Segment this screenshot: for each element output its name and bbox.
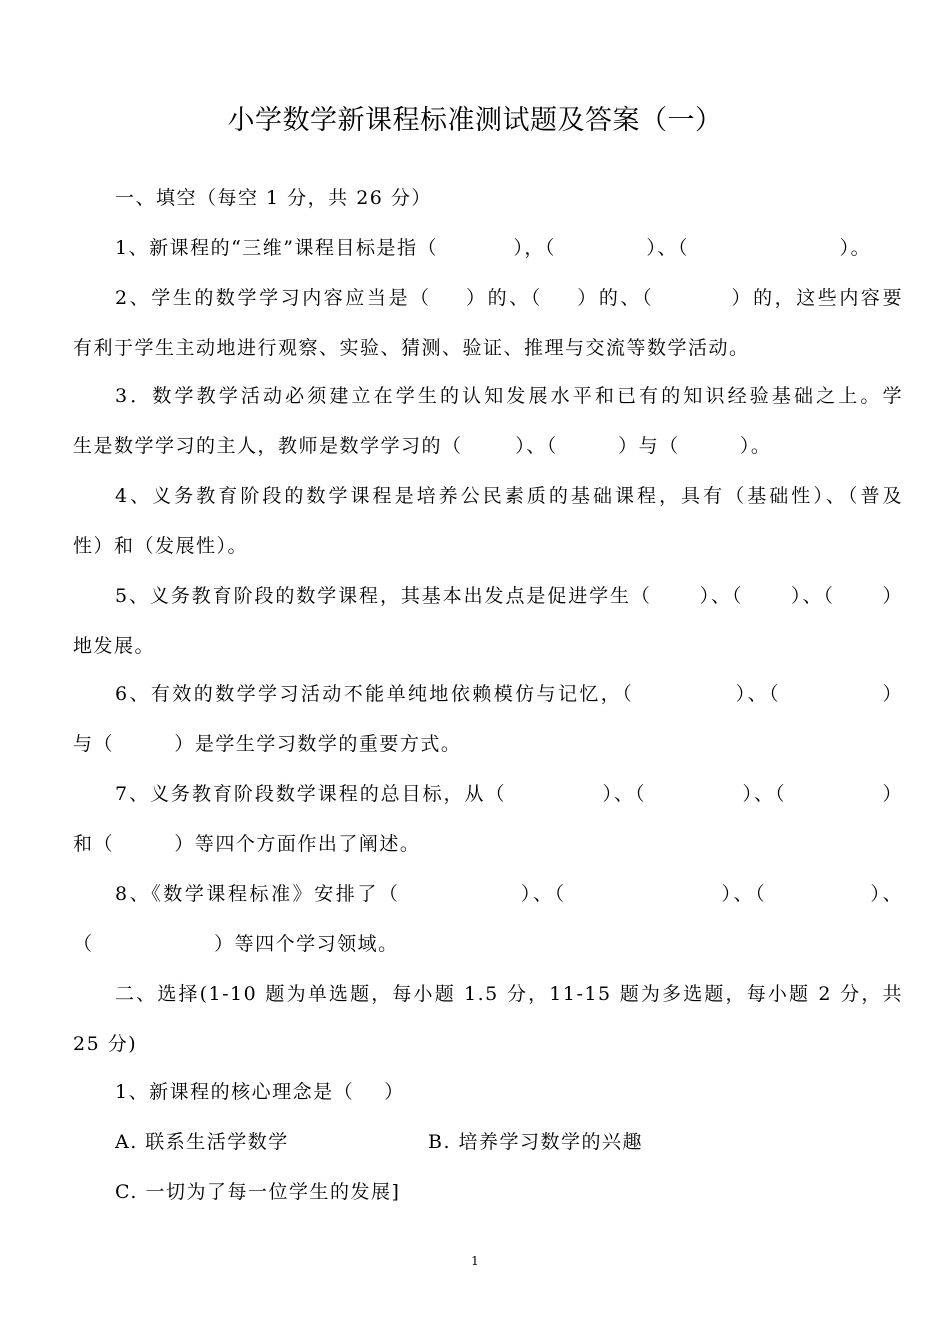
question-8-line1: 8、《数学课程标准》安排了（ ）、（ ）、（ ）、	[115, 883, 903, 905]
question-3-line1: 3．数学教学活动必须建立在学生的认知发展水平和已有的知识经验基础之上。学	[115, 385, 903, 407]
question-5-line1: 5、义务教育阶段的数学课程，其基本出发点是促进学生（ ）、（ ）、（ ）	[115, 585, 903, 607]
document-title: 小学数学新课程标准测试题及答案（一）	[227, 105, 723, 136]
question-4-line2: 性）和（发展性）。	[73, 535, 249, 557]
question-6-line1: 6、有效的数学学习活动不能单纯地依赖模仿与记忆，（ ）、（ ）	[115, 683, 903, 705]
question-7-line1: 7、义务教育阶段数学课程的总目标，从（ ）、（ ）、（ ）	[115, 783, 903, 805]
option-b: B. 培养学习数学的兴趣	[428, 1131, 644, 1153]
option-c: C. 一切为了每一位学生的发展]	[115, 1181, 401, 1203]
question-1: 1、新课程的“三维”课程目标是指（ ），（ ）、（ ）。	[115, 237, 872, 259]
question-8-line2: （ ）等四个学习领域。	[73, 933, 399, 955]
page-number: 1	[471, 1254, 479, 1268]
section1-heading: 一、填空（每空 1 分，共 26 分）	[115, 187, 432, 209]
question-2-line2: 有利于学生主动地进行观察、实验、猜测、验证、推理与交流等数学活动。	[73, 337, 750, 359]
question-6-line2: 与（ ）是学生学习数学的重要方式。	[73, 733, 462, 755]
question-3-line2: 生是数学学习的主人，教师是数学学习的（ ）、（ ）与（ ）。	[73, 435, 772, 457]
section2-heading-line1: 二、选择(1-10 题为单选题，每小题 1.5 分，11-15 题为多选题，每小题 2 分，共	[115, 983, 903, 1005]
option-a: A. 联系生活学数学	[115, 1131, 289, 1153]
section2-heading-line2: 25 分)	[73, 1033, 138, 1055]
question-5-line2: 地发展。	[73, 635, 156, 657]
choice-question-1: 1、新课程的核心理念是（ ）	[115, 1081, 405, 1103]
question-4-line1: 4、义务教育阶段的数学课程是培养公民素质的基础课程，具有（基础性）、（普及	[115, 485, 903, 507]
question-2-line1: 2、学生的数学学习内容应当是（ ）的、（ ）的、（ ）的，这些内容要	[115, 287, 903, 309]
question-7-line2: 和（ ）等四个方面作出了阐述。	[73, 833, 421, 855]
